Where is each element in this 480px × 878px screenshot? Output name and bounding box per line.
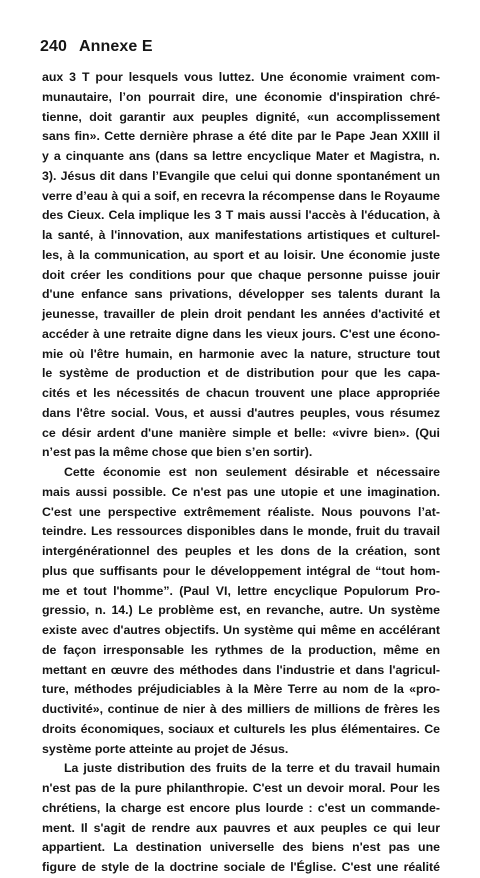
body-text xyxy=(42,68,440,878)
text-line: le système de production et de distribution pour que les capa- xyxy=(42,366,440,381)
text-line: Cette économie est non seulement désirable et nécessaire xyxy=(64,465,440,479)
running-header xyxy=(40,38,153,56)
text-line: système porte atteinte au projet de Jésus. xyxy=(42,741,289,756)
paragraph xyxy=(42,759,440,878)
text-line: n’est pas la même chose que bien s’en sortir). xyxy=(42,445,313,460)
text-line: intergénérationnel des peuples et les dons de la création, sont xyxy=(42,544,440,558)
text-line: y a cinquante ans (dans sa lettre encyclique Mater et Magistra, n. xyxy=(42,149,440,163)
text-line: d'une enfance sans privations, développer ses talents durant la xyxy=(42,287,440,302)
text-line: accéder à une retraite digne dans les vieux jours. C'est une écono- xyxy=(42,326,440,341)
text-line: chrétiens, la charge est encore plus lourde : c'est un commande- xyxy=(42,800,440,815)
text-line: La juste distribution des fruits de la terre et du travail humain xyxy=(64,761,440,776)
text-line: me et tout l'homme”. (Paul VI, lettre encyclique Populorum Pro- xyxy=(42,583,440,598)
text-line: tienne, doit garantir aux peuples dignité, «un accomplissement xyxy=(42,109,440,124)
text-line: 3). Jésus dit dans l’Evangile que celui qui donne spontanément un xyxy=(42,168,440,183)
text-line: mais aussi possible. Ce n'est pas une utopie et une imagination. xyxy=(42,484,440,499)
text-line: plus que suffisants pour le développement intégral de “tout hom- xyxy=(42,563,440,578)
paragraph xyxy=(42,463,440,759)
text-line: sans fin». Cette dernière phrase a été dite par le Pape Jean XXIII il xyxy=(42,129,440,144)
paragraph xyxy=(42,68,440,463)
text-line: n'est pas de la pure philanthropie. C'est un devoir moral. Pour les xyxy=(42,781,440,795)
text-line: dans l'être social. Vous, et aussi d'autres peuples, vous résumez xyxy=(42,405,440,420)
text-line: droits économiques, sociaux et culturels les plus élémentaires. Ce xyxy=(42,721,440,736)
text-line: mie où l'être humain, en harmonie avec la nature, structure tout xyxy=(42,346,440,361)
text-line: figure de style de la doctrine sociale de l'Église. C'est une réalité xyxy=(42,860,440,874)
text-line: de façon irresponsable les rythmes de la production, même en xyxy=(42,642,440,657)
text-line: gressio, n. 14.) Le problème est, en revanche, autre. Un système xyxy=(42,603,440,618)
page-number: 240 xyxy=(40,38,67,55)
text-line: munautaire, l’on pourrait dire, une économie d'inspiration chré- xyxy=(42,89,440,104)
text-line: cités et les nécessités de chacun trouvent une place appropriée xyxy=(42,386,440,400)
text-line: mettant en œuvre des méthodes dans l'industrie et dans l'agricul- xyxy=(42,662,440,677)
text-line: existe avec d'autres objectifs. Un système qui même en accélérant xyxy=(42,623,440,637)
text-line: ductivité», continue de nier à des milliers de millions de frères les xyxy=(42,702,440,716)
text-line: teindre. Les ressources disponibles dans le monde, fruit du travail xyxy=(42,524,440,539)
text-line: la santé, à l'innovation, aux manifestations artistiques et culturel- xyxy=(42,228,440,242)
text-line: verre d’eau à qui a soif, en recevra la récompense dans le Royaume xyxy=(42,188,440,203)
text-line: les, à la communication, au sport et au loisir. Une économie juste xyxy=(42,247,440,262)
text-line: ce désir ardent d'une manière simple et belle: «vivre bien». (Qui xyxy=(42,425,440,440)
text-line: C'est une perspective extrêmement réaliste. Nous pouvons l’at- xyxy=(42,504,440,519)
section-title: Annexe E xyxy=(78,38,153,55)
text-line: jeunesse, travailler de plein droit pendant les années d'activité et xyxy=(42,307,440,321)
text-line: aux 3 T pour lesquels vous luttez. Une économie vraiment com- xyxy=(42,70,440,84)
text-line: ment. Il s'agit de rendre aux pauvres et aux peuples ce qui leur xyxy=(42,820,440,835)
text-line: doit créer les conditions pour que chaque personne puisse jouir xyxy=(42,267,440,282)
text-line: des Cieux. Cela implique les 3 T mais aussi l'accès à l'éducation, à xyxy=(42,208,440,223)
text-line: ture, méthodes préjudiciables à la Mère Terre au nom de la «pro- xyxy=(42,682,440,697)
text-line: appartient. La destination universelle des biens n'est pas une xyxy=(42,840,440,855)
